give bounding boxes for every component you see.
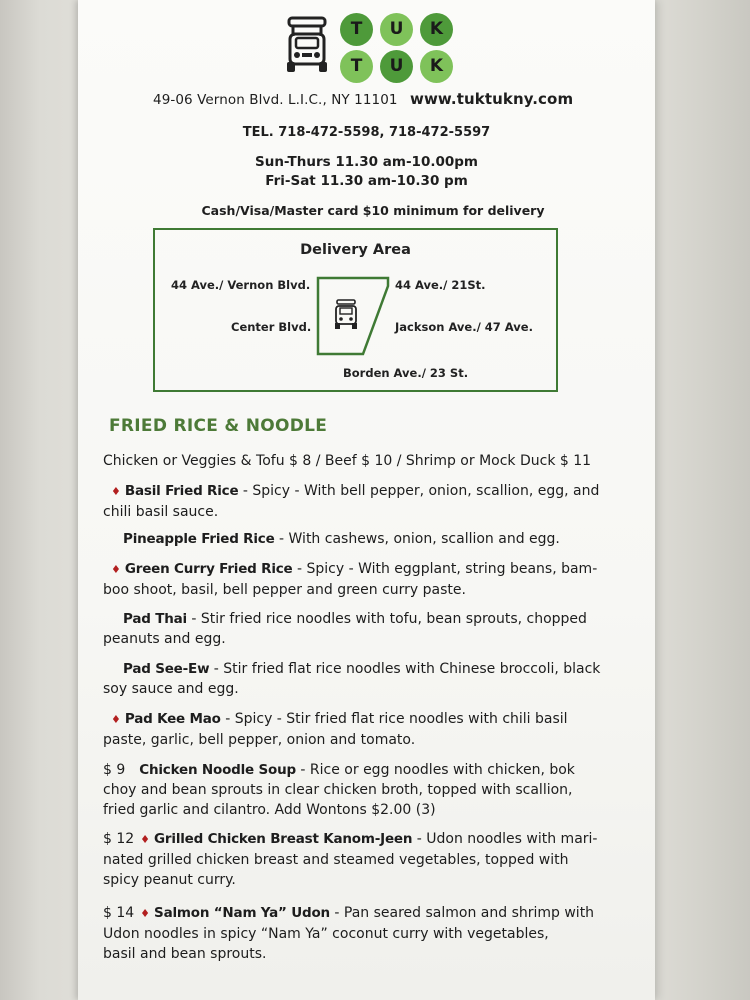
- dish-name: Pad See-Ew: [123, 661, 210, 677]
- dish-description-cont: paste, garlic, bell pepper, onion and tomato.: [103, 732, 416, 748]
- dish-description-cont: chili basil sauce.: [103, 504, 219, 520]
- menu-item-green-curry-fried-rice: [103, 559, 623, 600]
- logo-letter-t2: T: [340, 50, 373, 83]
- dish-description-cont: fried garlic and cilantro. Add Wontons $2.00 (3): [103, 802, 436, 818]
- dish-description: - Spicy - Stir fried flat rice noodles with chili basil: [220, 711, 568, 727]
- dish-description: - Rice or egg noodles with chicken, bok: [295, 762, 575, 778]
- dish-description: - Pan seared salmon and shrimp with: [329, 905, 595, 921]
- delivery-area-title: Delivery Area: [300, 242, 411, 258]
- dish-description-cont: nated grilled chicken breast and steamed vegetables, topped with: [103, 852, 569, 868]
- spicy-diamond-icon: ♦: [111, 563, 121, 576]
- menu-item-pad-see-ew: [103, 659, 623, 699]
- dish-name: Grilled Chicken Breast Kanom-Jeen: [154, 831, 413, 847]
- dish-description: - Udon noodles with mari-: [412, 831, 598, 847]
- boundary-south: Borden Ave./ 23 St.: [343, 366, 469, 380]
- logo-letter-u2: U: [380, 50, 413, 83]
- menu-item-chicken-noodle-soup: [103, 760, 623, 820]
- tuk-tuk-map-icon: [335, 300, 357, 329]
- dish-name: Pad Kee Mao: [124, 711, 221, 727]
- logo-letter-k1: K: [420, 13, 453, 46]
- dish-name: Pineapple Fried Rice: [123, 531, 275, 547]
- dish-description: - Stir fried flat rice noodles with Chinese broccoli, black: [209, 661, 601, 677]
- dish-price: $ 9: [103, 762, 126, 778]
- menu-item-grilled-chicken-kanom-jeen: [103, 829, 623, 890]
- boundary-northwest: 44 Ave./ Vernon Blvd.: [171, 278, 311, 292]
- hours-weekend: Fri-Sat 11.30 am-10.30 pm: [265, 173, 468, 189]
- boundary-northeast: 44 Ave./ 21St.: [395, 278, 486, 292]
- menu-flyer: [78, 0, 655, 1000]
- dish-name: Green Curry Fried Rice: [124, 561, 293, 577]
- menu-item-basil-fried-rice: [103, 481, 623, 522]
- dish-name: Chicken Noodle Soup: [139, 762, 296, 778]
- menu-item-pad-thai: [103, 609, 623, 649]
- dish-description-cont: boo shoot, basil, bell pepper and green curry paste.: [103, 582, 466, 598]
- dish-price: $ 12: [103, 831, 135, 847]
- dish-name: Basil Fried Rice: [124, 483, 239, 499]
- dish-description-cont: spicy peanut curry.: [103, 872, 236, 888]
- dish-description: - Spicy - With eggplant, string beans, bam-: [292, 561, 598, 577]
- boundary-east: Jackson Ave./ 47 Ave.: [395, 320, 533, 334]
- address-line: [153, 90, 593, 108]
- logo-letter-t1: T: [340, 13, 373, 46]
- dish-description-cont: choy and bean sprouts in clear chicken broth, topped with scallion,: [103, 782, 573, 798]
- dish-name: Salmon “Nam Ya” Udon: [154, 905, 330, 921]
- payment-info: Cash/Visa/Master card $10 minimum for delivery: [201, 203, 545, 218]
- dish-description-cont: peanuts and egg.: [103, 631, 226, 647]
- logo-letter-k2: K: [420, 50, 453, 83]
- boundary-west: Center Blvd.: [231, 320, 312, 334]
- delivery-area-map: [153, 228, 558, 392]
- dish-name: Pad Thai: [123, 611, 187, 627]
- dish-description-cont: soy sauce and egg.: [103, 681, 239, 697]
- tuk-tuk-vehicle-icon: [283, 14, 331, 76]
- dish-price: $ 14: [103, 905, 135, 921]
- logo-letter-u1: U: [380, 13, 413, 46]
- delivery-zone-shape: [315, 274, 391, 358]
- spicy-diamond-icon: ♦: [140, 907, 151, 920]
- dish-description-cont: Udon noodles in spicy “Nam Ya” coconut curry with vegetables,: [103, 926, 549, 942]
- dish-description: - Stir fried rice noodles with tofu, bean sprouts, chopped: [186, 611, 587, 627]
- dish-description: - Spicy - With bell pepper, onion, scallion, egg, and: [238, 483, 600, 499]
- menu-item-pineapple-fried-rice: [103, 529, 623, 549]
- menu-item-salmon-nam-ya-udon: [103, 903, 623, 964]
- spicy-diamond-icon: ♦: [140, 833, 151, 846]
- spicy-diamond-icon: ♦: [111, 485, 121, 498]
- section-title-fried-rice-noodle: FRIED RICE & NOODLE: [109, 416, 328, 436]
- hours-weekday: Sun-Thurs 11.30 am-10.00pm: [254, 154, 478, 170]
- protein-price-line: Chicken or Veggies & Tofu $ 8 / Beef $ 10 / Shrimp or Mock Duck $ 11: [103, 453, 592, 469]
- tuk-tuk-logo: [283, 8, 458, 84]
- spicy-diamond-icon: ♦: [111, 713, 121, 726]
- dish-description: - With cashews, onion, scallion and egg.: [274, 531, 560, 547]
- telephone: TEL. 718-472-5598, 718-472-5597: [242, 125, 491, 140]
- website-link[interactable]: www.tuktukny.com: [410, 90, 574, 108]
- menu-item-pad-kee-mao: [103, 709, 623, 750]
- dish-description-cont: basil and bean sprouts.: [103, 946, 267, 962]
- street-address: 49-06 Vernon Blvd. L.I.C., NY 11101: [153, 92, 398, 108]
